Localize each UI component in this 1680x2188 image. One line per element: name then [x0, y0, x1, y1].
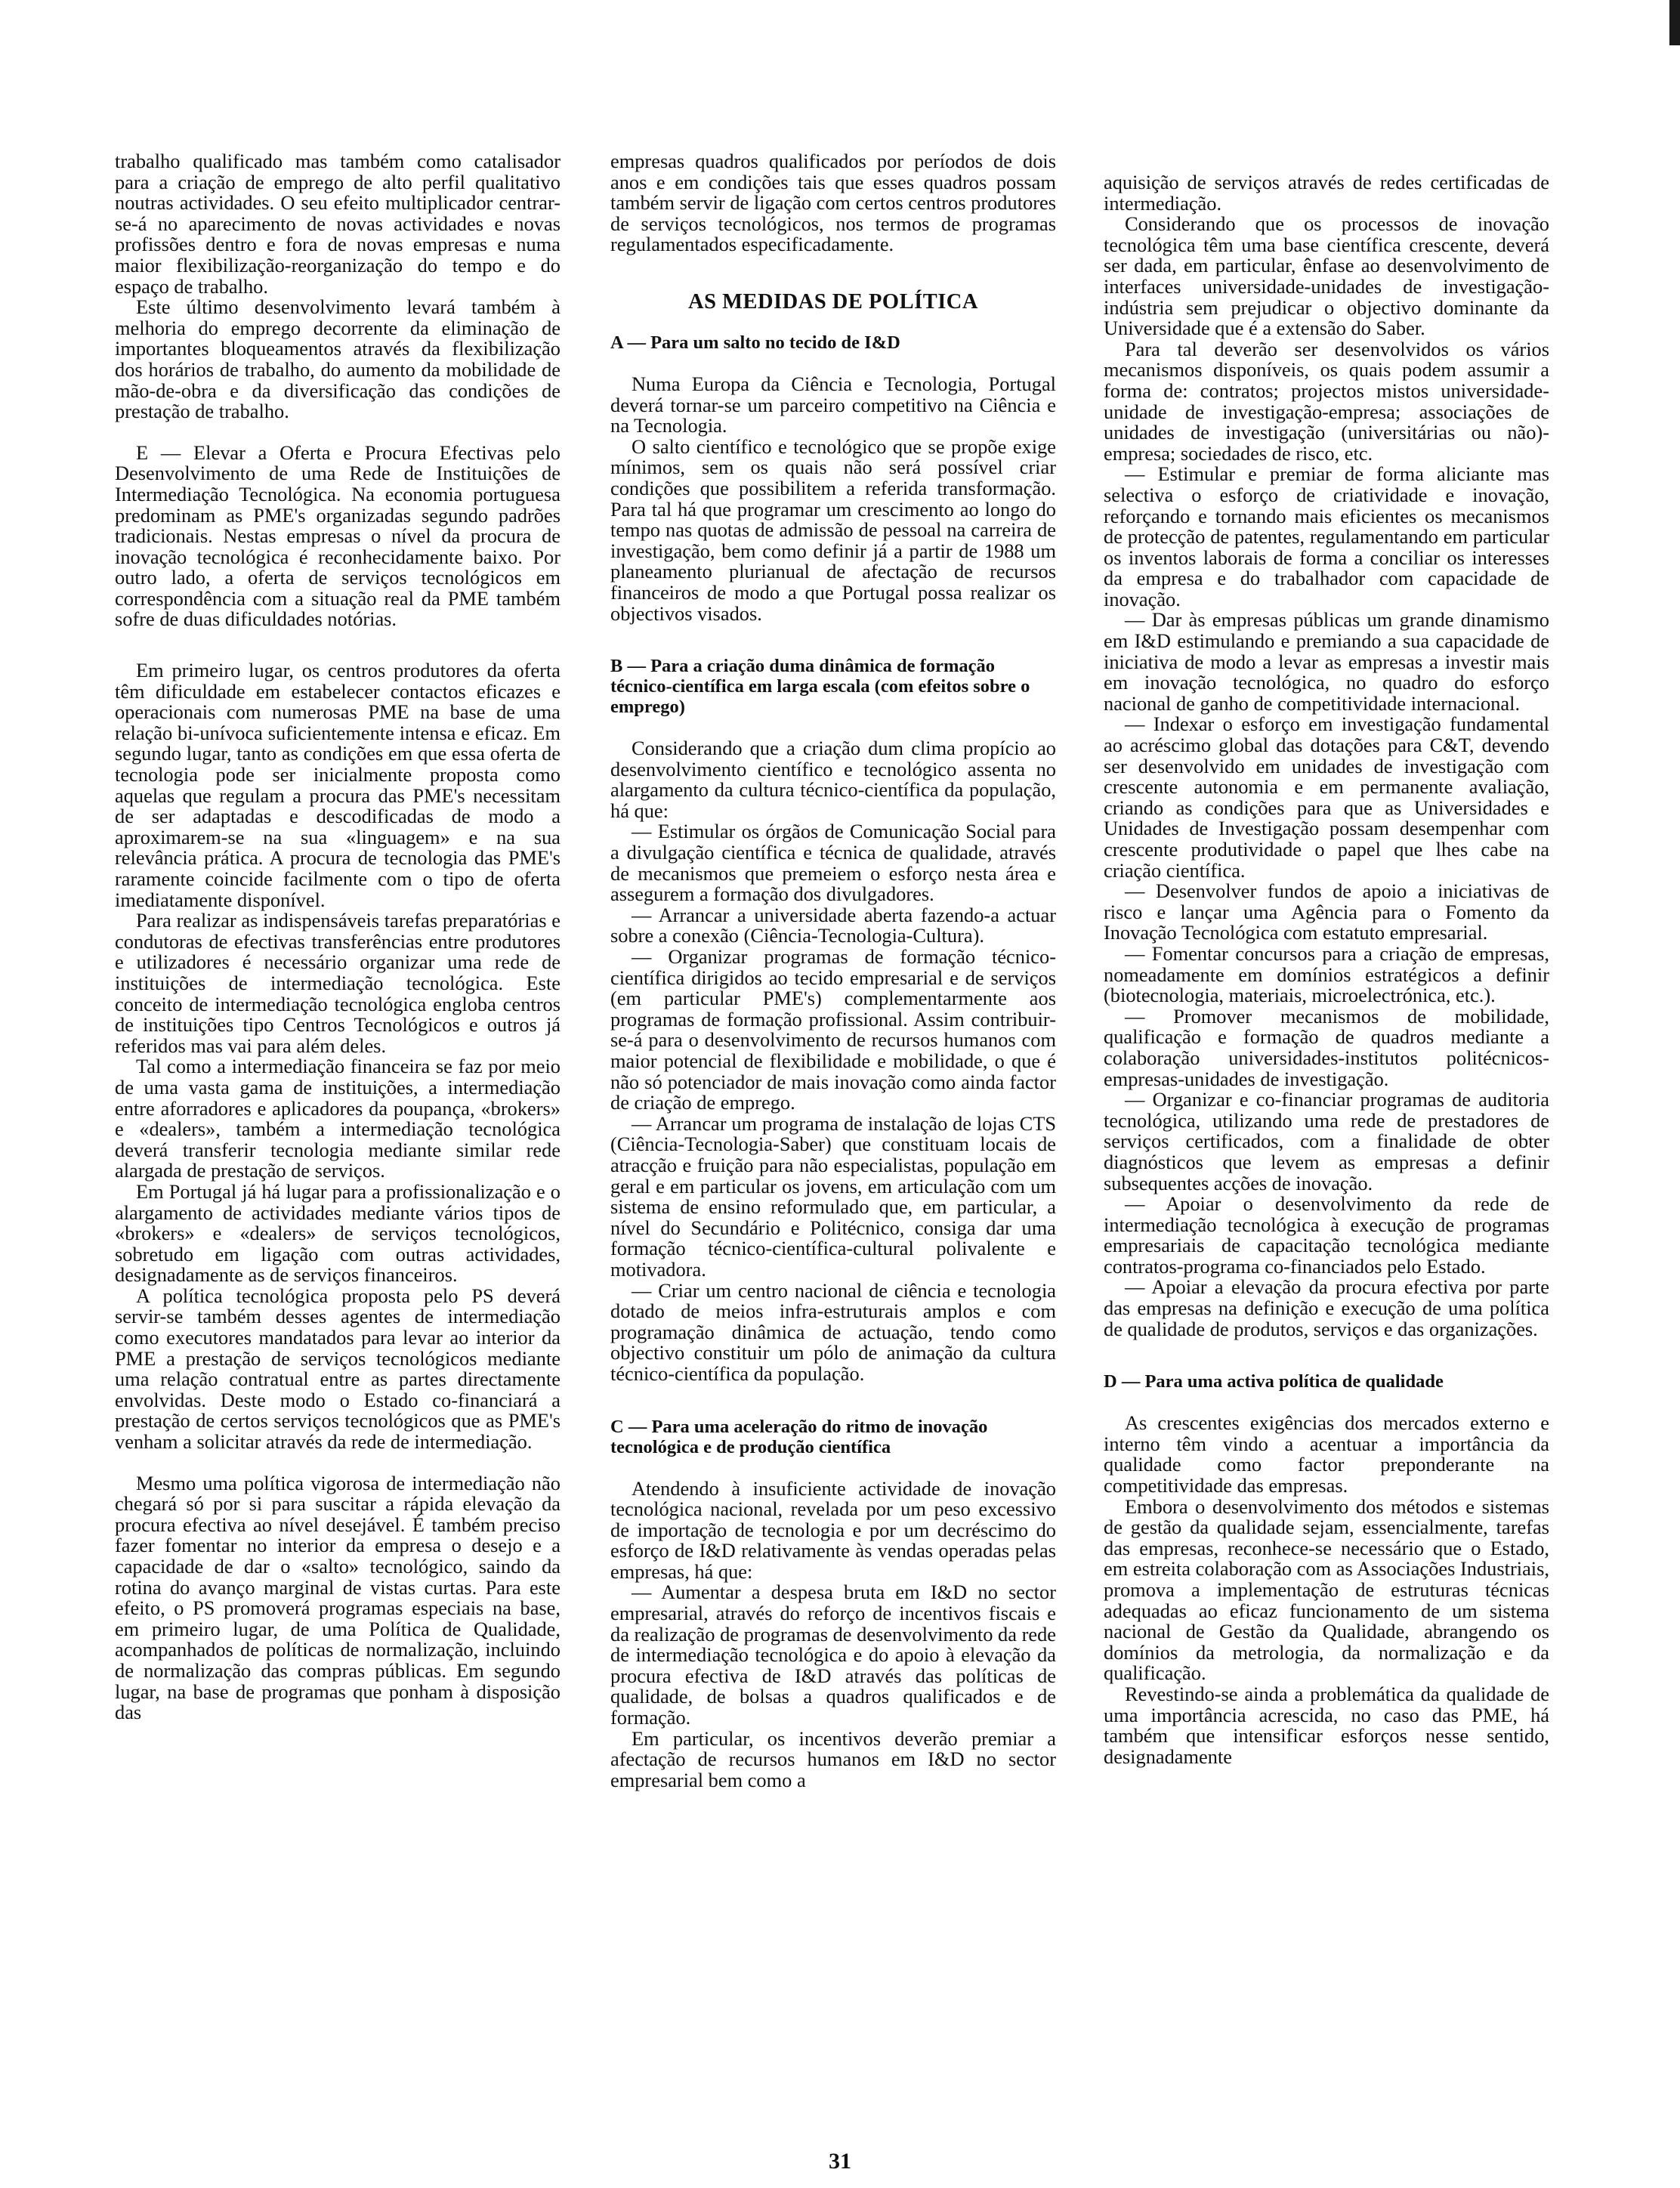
paragraph: Numa Europa da Ciência e Tecnologia, Portugal deverá tornar-se um parceiro competitivo na Ciência e na Tecnologia.: [610, 372, 1056, 437]
paragraph: aquisição de serviços através de redes certificadas de intermediação.: [1104, 171, 1549, 215]
subsection-heading-a: A — Para um salto no tecido de I&D: [610, 332, 900, 353]
scan-edge-mark: [1669, 0, 1680, 45]
paragraph: — Criar um centro nacional de ciência e tecnologia dotado de meios infra-estruturais amplos e com programação dinâmica de actuação, tendo como objectivo constituir um pólo de animação da cultura técnico-científica da população.: [610, 1278, 1056, 1385]
paragraph: E — Elevar a Oferta e Procura Efectivas pelo Desenvolvimento de uma Rede de Instituições de Intermediação Tecnológica. Na economia portuguesa predominam as PME's organizadas segundo padrões tradicionais. Nestas empresas o nível da procura de inovação tecnológica é reconhecidamente baixo. Por outro lado, a oferta de serviços tecnológicos em correspondência com a situação real da PME também sofre de duas dificuldades notórias.: [115, 440, 561, 631]
column-right: [1104, 172, 1549, 1767]
paragraph: — Estimular e premiar de forma aliciante mas selectiva o esforço de criatividade e inovação, reforçando e tornando mais eficientes os mecanismos de protecção de patentes, regulamentando em particular os inventos laborais de forma a conciliar os interesses da empresa e do trabalhador com capacidade de inovação.: [1104, 462, 1549, 610]
paragraph: — Aumentar a despesa bruta em I&D no sector empresarial, através do reforço de incentivos fiscais e da realização de programas de desenvolvimento da rede de intermediação tecnológica e do apoio à elevação da procura efectiva de I&D através das políticas de qualidade, de bolsas a quadros qualificados e de formação.: [610, 1581, 1056, 1729]
paragraph: — Arrancar a universidade aberta fazendo-a actuar sobre a conexão (Ciência-Tecnologia-Cultura).: [610, 903, 1056, 947]
column-left: [115, 151, 561, 1723]
subsection-heading-c: C — Para uma aceleração do ritmo de inovação tecnológica e de produção científica: [610, 1416, 988, 1457]
paragraph: trabalho qualificado mas também como catalisador para a criação de emprego de alto perfil qualitativo noutras actividades. O seu efeito multiplicador centrar-se-á no aparecimento de novas actividades e novas profissões dentro e fora de novas empresas e numa maior flexibilização-reorganização do tempo e do espaço de trabalho.: [115, 150, 561, 298]
paragraph: Em Portugal já há lugar para a profissionalização e o alargamento de actividades mediante vários tipos de «brokers» e «dealers» de serviços tecnológicos, sobretudo em ligação com outras actividades, designadamente as de serviços financeiros.: [115, 1179, 561, 1287]
paragraph: — Estimular os órgãos de Comunicação Social para a divulgação científica e técnica de qualidade, através de mecanismos que premeiem o esforço nesta área e assegurem a formação dos divulgadores.: [610, 820, 1056, 906]
paragraph: — Apoiar a elevação da procura efectiva por parte das empresas na definição e execução de uma política de qualidade de produtos, serviços e das organizações.: [1104, 1275, 1549, 1340]
paragraph: O salto científico e tecnológico que se propõe exige mínimos, sem os quais não será possível criar condições que possibilitem a referida transformação. Para tal há que programar um crescimento ao longo do tempo nas quotas de admissão de pessoal na carreira de investigação, bem como definir já a partir de 1988 um planeamento plurianual de afectação de recursos financeiros de modo a que Portugal possa realizar os objectivos visados.: [610, 434, 1056, 625]
paragraph: As crescentes exigências dos mercados externo e interno têm vindo a acentuar a importância da qualidade como factor preponderante na competitividade das empresas.: [1104, 1411, 1549, 1497]
paragraph: — Dar às empresas públicas um grande dinamismo em I&D estimulando e premiando a sua capacidade de iniciativa de modo a levar as empresas a investir mais em inovação tecnológica, no quadro do esforço nacional de ganho de competitividade internacional.: [1104, 608, 1549, 715]
paragraph: — Indexar o esforço em investigação fundamental ao acréscimo global das dotações para C&T, devendo ser desenvolvido em unidades de investigação com crescente autonomia e em permanente avaliação, criando as condições para que as Universidades e Unidades de Investigação possam desempenhar com crescente produtividade o papel que lhes cabe na criação científica.: [1104, 712, 1549, 882]
paragraph: Este último desenvolvimento levará também à melhoria do emprego decorrente da eliminação de importantes bloqueamentos através da flexibilização dos horários de trabalho, do aumento da mobilidade de mão-de-obra e da diversificação das condições de prestação de trabalho.: [115, 295, 561, 423]
paragraph: A política tecnológica proposta pelo PS deverá servir-se também desses agentes de intermediação como executores mandatados para levar ao interior da PME a prestação de serviços tecnológicos mediante uma relação contratual entre as partes directamente envolvidas. Deste modo o Estado co-financiará a prestação de certos serviços tecnológicos que as PME's venham a solicitar através da rede de intermediação.: [115, 1284, 561, 1454]
subsection-heading-d: D — Para uma activa política de qualidade: [1104, 1371, 1444, 1392]
paragraph: — Desenvolver fundos de apoio a iniciativas de risco e lançar uma Agência para o Fomento da Inovação Tecnológica com estatuto empresarial.: [1104, 879, 1549, 944]
paragraph: Tal como a intermediação financeira se faz por meio de uma vasta gama de instituições, a intermediação entre aforradores e aplicadores da poupança, «brokers» e «dealers», também a intermediação tecnológica deverá transferir tecnologia mediante similar rede alargada de prestação de serviços.: [115, 1055, 561, 1182]
paragraph: Considerando que a criação dum clima propício ao desenvolvimento científico e tecnológico assenta no alargamento da cultura técnico-científica da população, há que:: [610, 737, 1056, 822]
paragraph: — Promover mecanismos de mobilidade, qualificação e formação de quadros mediante a colaboração universidades-institutos politécnicos-empresas-unidades de investigação.: [1104, 1004, 1549, 1090]
paragraph: Atendendo à insuficiente actividade de inovação tecnológica nacional, revelada por um peso excessivo de importação de tecnologia e por um decréscimo do esforço de I&D relativamente às vendas operadas pelas empresas, há que:: [610, 1476, 1056, 1583]
paragraph: — Apoiar o desenvolvimento da rede de intermediação tecnológica à execução de programas empresariais de capacitação tecnológica mediante contratos-programa co-financiados pelo Estado.: [1104, 1192, 1549, 1278]
section-heading: AS MEDIDAS DE POLÍTICA: [688, 289, 978, 314]
paragraph: Revestindo-se ainda a problemática da qualidade de uma importância acrescida, no caso das PME, há também que intensificar esforços nesse sentido, designadamente: [1104, 1682, 1549, 1768]
page-number: 31: [829, 2149, 851, 2174]
paragraph: — Fomentar concursos para a criação de empresas, nomeadamente em domínios estratégicos a definir (biotecnologia, materiais, microelectrónica, etc.).: [1104, 941, 1549, 1007]
paragraph: Em primeiro lugar, os centros produtores da oferta têm dificuldade em estabelecer contactos eficazes e operacionais com numerosas PME na base de uma relação bi-unívoca suficientemente intensa e eficaz. Em segundo lugar, tanto as condições em que essa oferta de tecnologia pode ser inicialmente proposta como aquelas que regulam a procura das PME's necessitam de ser adaptadas e descodificadas de modo a aproximarem-se na sua «linguagem» e na sua relevância prática. A procura de tecnologia das PME's raramente coincide facilmente com o tipo de oferta imediatamente disponível.: [115, 659, 561, 911]
column-middle: [610, 151, 1056, 1791]
paragraph: — Organizar programas de formação técnico-científica dirigidos ao tecido empresarial e de serviços (em particular PME's) complementarmente aos programas de formação profissional. Assim contribuir-se-á para o desenvolvimento de recursos humanos com maior potencial de flexibilidade e mobilidade, o que é não só potenciador de mais inovação como ainda factor de criação de emprego.: [610, 945, 1056, 1114]
paragraph: — Arrancar um programa de instalação de lojas CTS (Ciência-Tecnologia-Saber) que constituam locais de atracção e fruição para não especialistas, população em geral e em particular os jovens, em articulação com um sistema de ensino reformulado que, em particular, a nível do Secundário e Politécnico, consiga dar uma formação técnico-científica-cultural polivalente e motivadora.: [610, 1111, 1056, 1281]
paragraph: Mesmo uma política vigorosa de intermediação não chegará só por si para suscitar a rápida elevação da procura efectiva ao nível desejável. É também preciso fazer fomentar no interior da empresa o desejo e a capacidade de dar o «salto» tecnológico, saindo da rotina do avanço marginal de vistas curtas. Para este efeito, o PS promoverá programas especiais na base, em primeiro lugar, de uma Política de Qualidade, acompanhados de políticas de normalização, incluindo de normalização das compras públicas. Em segundo lugar, na base de programas que ponham à disposição das: [115, 1471, 561, 1724]
paragraph: Para realizar as indispensáveis tarefas preparatórias e condutoras de efectivas transferências entre produtores e utilizadores é necessário organizar uma rede de instituições de intermediação tecnológica. Este conceito de intermediação tecnológica engloba centros de instituições tipo Centros Tecnológicos e outros já referidos mas vai para além deles.: [115, 909, 561, 1057]
subsection-heading-b: B — Para a criação duma dinâmica de formação técnico-científica em larga escala (com efeitos sobre o emprego): [610, 656, 1030, 718]
paragraph: Considerando que os processos de inovação tecnológica têm uma base científica crescente, deverá ser dada, em particular, ênfase ao desenvolvimento de interfaces universidade-unidades de investigação-indústria sem prejudicar o objectivo dominante da Universidade que é a extensão do Saber.: [1104, 212, 1549, 340]
paragraph: empresas quadros qualificados por períodos de dois anos e em condições tais que esses quadros possam também servir de ligação com certos centros produtores de serviços tecnológicos, nos termos de programas regulamentados especificadamente.: [610, 150, 1056, 256]
paragraph: — Organizar e co-financiar programas de auditoria tecnológica, utilizando uma rede de prestadores de serviços certificados, com a finalidade de obter diagnósticos que levem as empresas a definir subsequentes acções de inovação.: [1104, 1088, 1549, 1194]
paragraph: Para tal deverão ser desenvolvidos os vários mecanismos disponíveis, os quais podem assumir a forma de: contratos; projectos mistos universidade-unidade de investigação-empresa; associações de unidades de investigação (universitárias ou não)-empresa; sociedades de risco, etc.: [1104, 337, 1549, 465]
paragraph: Em particular, os incentivos deverão premiar a afectação de recursos humanos em I&D no sector empresarial bem como a: [610, 1726, 1056, 1791]
paragraph: Embora o desenvolvimento dos métodos e sistemas de gestão da qualidade sejam, essencialmente, tarefas das empresas, reconhece-se necessário que o Estado, em estreita colaboração com as Associações Industriais, promova a implementação de estruturas técnicas adequadas ao eficaz funcionamento de um sistema nacional de Gestão da Qualidade, abrangendo os domínios da metrologia, da normalização e da qualificação.: [1104, 1494, 1549, 1685]
